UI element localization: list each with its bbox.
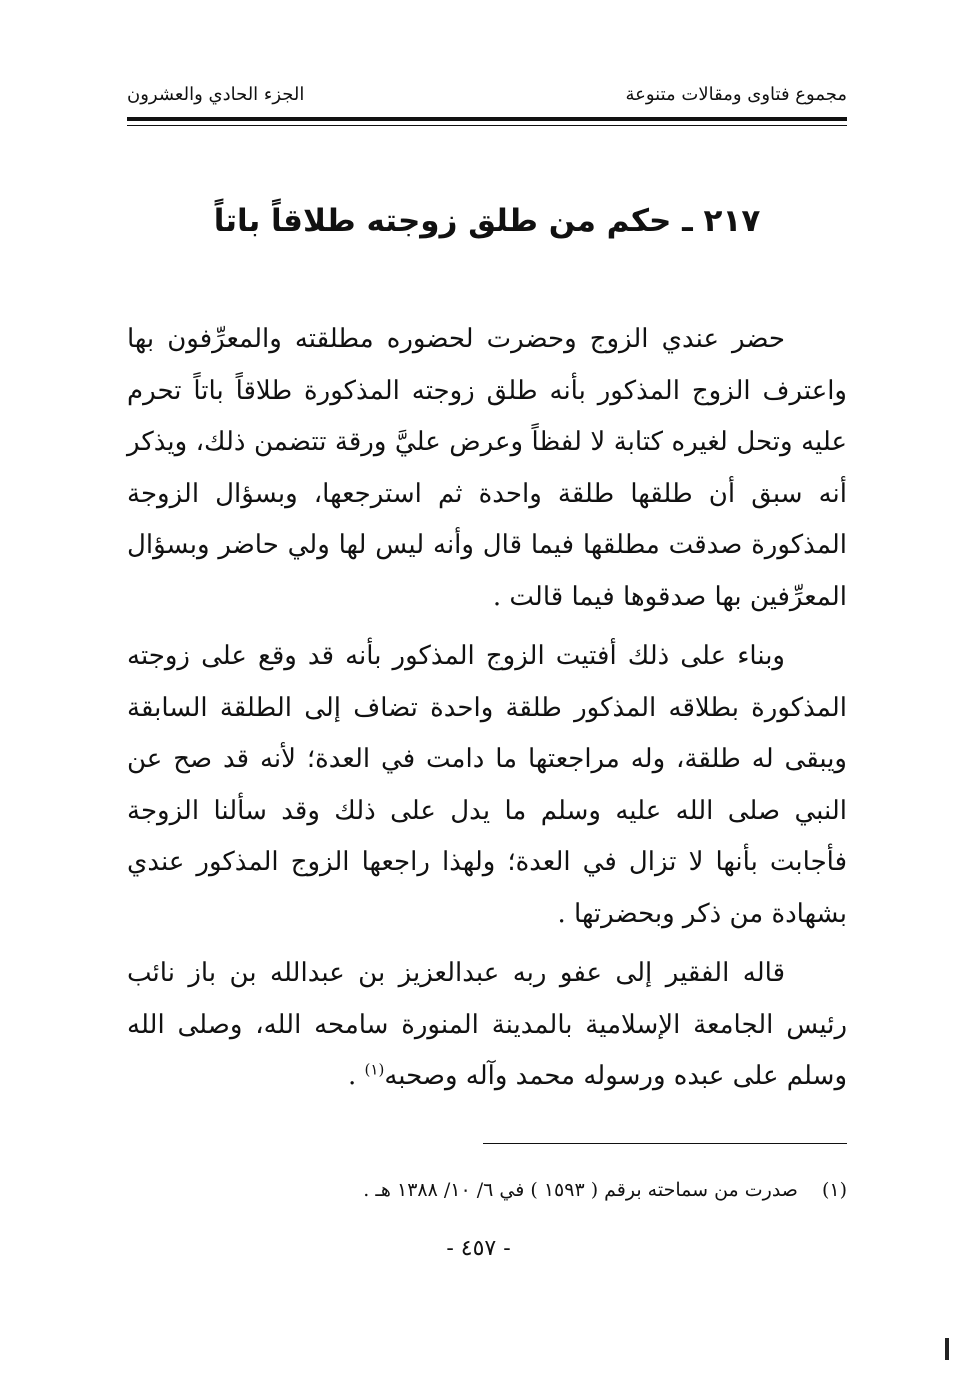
paragraph-2: وبناء على ذلك أفتيت الزوج المذكور بأنه قد وقع على زوجته المذكورة بطلاقه المذكور طلقة واحدة تضاف إلى الطلقة السابقة ويبقى له طلقة، وله مراجعتها ما دامت في العدة؛ لأنه قد صح عن النبي صلى الله عليه وسلم ما يدل على ذلك وقد سألنا الزوجة فأجابت بأنها لا تزال في العدة؛ ولهذا راجعها الزوج المذكور عندي بشهادة من ذكر وبحضرتها . bbox=[127, 641, 847, 929]
footnote-reference: (١) bbox=[364, 1060, 385, 1079]
body-text bbox=[127, 314, 847, 1111]
header-book-title: مجموع فتاوى ومقالات متنوعة bbox=[625, 84, 847, 105]
running-header bbox=[127, 84, 847, 112]
paragraph-3-end: . bbox=[348, 1061, 365, 1091]
paragraph-1: حضر عندي الزوج وحضرت لحضوره مطلقته والمعرِّفون بها واعترف الزوج المذكور بأنه طلق زوجته المذكورة طلاقاً باتاً تحرم عليه وتحل لغيره كتابة لا لفظاً وعرض عليَّ ورقة تتضمن ذلك، ويذكر أنه سبق أن طلقها طلقة واحدة ثم استرجعها، وبسؤال الزوجة المذكورة صدقت مطلقها فيما قال وأنه ليس لها ولي حاضر وبسؤال المعرِّفين بها صدقوها فيما قالت . bbox=[127, 324, 847, 612]
footnote-separator bbox=[483, 1143, 847, 1144]
page-number: - ٤٥٧ - bbox=[446, 1236, 511, 1261]
footnote-number: (١) bbox=[821, 1179, 847, 1201]
footnote bbox=[127, 1179, 847, 1201]
header-rule-thin bbox=[127, 125, 847, 126]
header-volume: الجزء الحادي والعشرون bbox=[127, 84, 305, 105]
footnote-text: صدرت من سماحته برقم ( ١٥٩٣ ) في ٦/ ١٠/ ١٣٨٨ هـ . bbox=[363, 1179, 798, 1201]
paragraph-3 bbox=[127, 948, 847, 1103]
header-rule-thick bbox=[127, 117, 847, 121]
chapter-title: ٢١٧ ـ حكم من طلق زوجته طلاقاً باتاً bbox=[213, 203, 761, 239]
scan-edge-mark bbox=[945, 1338, 949, 1360]
paragraph-3-text: قاله الفقير إلى عفو ربه عبدالعزيز بن عبدالله بن باز نائب رئيس الجامعة الإسلامية بالمدينة المنورة سامحه الله، وصلى الله وسلم على عبده ورسوله محمد وآله وصحبه bbox=[127, 958, 847, 1091]
